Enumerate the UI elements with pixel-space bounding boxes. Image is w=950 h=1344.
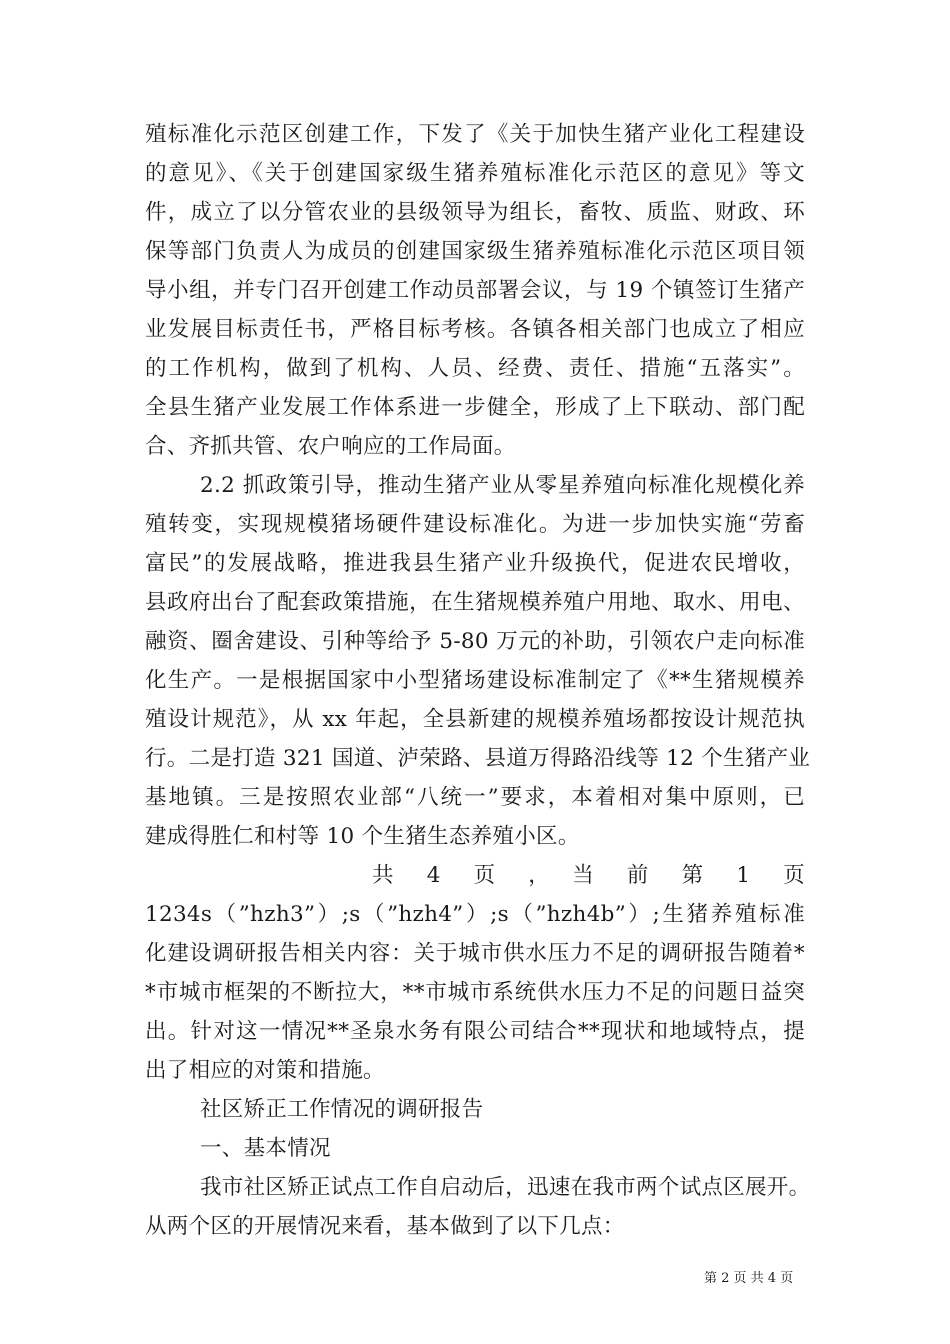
text-line: 殖标准化示范区创建工作，下发了《关于加快生猪产业化工程建设 [145, 122, 805, 147]
page-footer: 第 2 页 共 4 页 [704, 1271, 794, 1286]
text-line: *市城市框架的不断拉大，**市城市系统供水压力不足的问题日益突 [145, 980, 805, 1005]
text-line: 出了相应的对策和措施。 [145, 1058, 385, 1083]
text-line: 融资、圈舍建设、引种等给予 5-80 万元的补助，引领农户走向标准 [145, 629, 805, 654]
text-line: 行。二是打造 321 国道、泸荣路、县道万得路沿线等 12 个生猪产业 [145, 746, 811, 771]
section-heading-2-2: 2.2 抓政策引导，推动生猪产业从零星养殖向标准化规模化养 [200, 473, 805, 498]
text-line: 化建设调研报告相关内容：关于城市供水压力不足的调研报告随着* [145, 941, 805, 966]
text-line: 县政府出台了配套政策措施，在生猪规模养殖户用地、取水、用电、 [145, 590, 805, 615]
text-line: 从两个区的开展情况来看，基本做到了以下几点： [145, 1214, 625, 1239]
text-line: 化生产。一是根据国家中小型猪场建设标准制定了《**生猪规模养 [145, 668, 805, 693]
text-line: 全县生猪产业发展工作体系进一步健全，形成了上下联动、部门配 [145, 395, 805, 420]
text-line: 我市社区矫正试点工作自启动后，迅速在我市两个试点区展开。 [200, 1175, 811, 1200]
report-title: 社区矫正工作情况的调研报告 [200, 1097, 484, 1122]
text-line: 的意见》、《关于创建国家级生猪养殖标准化示范区的意见》等文 [145, 161, 805, 186]
text-line: 业发展目标责任书，严格目标考核。各镇各相关部门也成立了相应 [145, 317, 805, 342]
text-line: 的工作机构，做到了机构、人员、经费、责任、措施“五落实”。 [145, 356, 805, 381]
text-line: 建成得胜仁和村等 10 个生猪生态养殖小区。 [145, 824, 580, 849]
text-line: 件，成立了以分管农业的县级领导为组长，畜牧、质监、财政、环 [145, 200, 805, 225]
text-line: 富民”的发展战略，推进我县生猪产业升级换代，促进农民增收， [145, 551, 805, 576]
text-line: 出。针对这一情况**圣泉水务有限公司结合**现状和地域特点，提 [145, 1019, 805, 1044]
text-line: 基地镇。三是按照农业部“八统一”要求，本着相对集中原则，已 [145, 785, 805, 810]
text-line: 1234s（”hzh3”）;s（”hzh4”）;s（”hzh4b”）;生猪养殖标准 [145, 902, 805, 927]
text-line: 殖转变，实现规模猪场硬件建设标准化。为进一步加快实施“劳畜 [145, 512, 805, 537]
text-line: 合、齐抓共管、农户响应的工作局面。 [145, 434, 516, 459]
page-count-line: 共 4 页 ， 当 前 第 1 页 [372, 863, 805, 888]
section-heading-basic: 一、基本情况 [200, 1136, 331, 1161]
text-line: 殖设计规范》，从 xx 年起，全县新建的规模养殖场都按设计规范执 [145, 707, 805, 732]
text-line: 保等部门负责人为成员的创建国家级生猪养殖标准化示范区项目领 [145, 239, 805, 264]
text-line: 导小组，并专门召开创建工作动员部署会议，与 19 个镇签订生猪产 [145, 278, 805, 303]
